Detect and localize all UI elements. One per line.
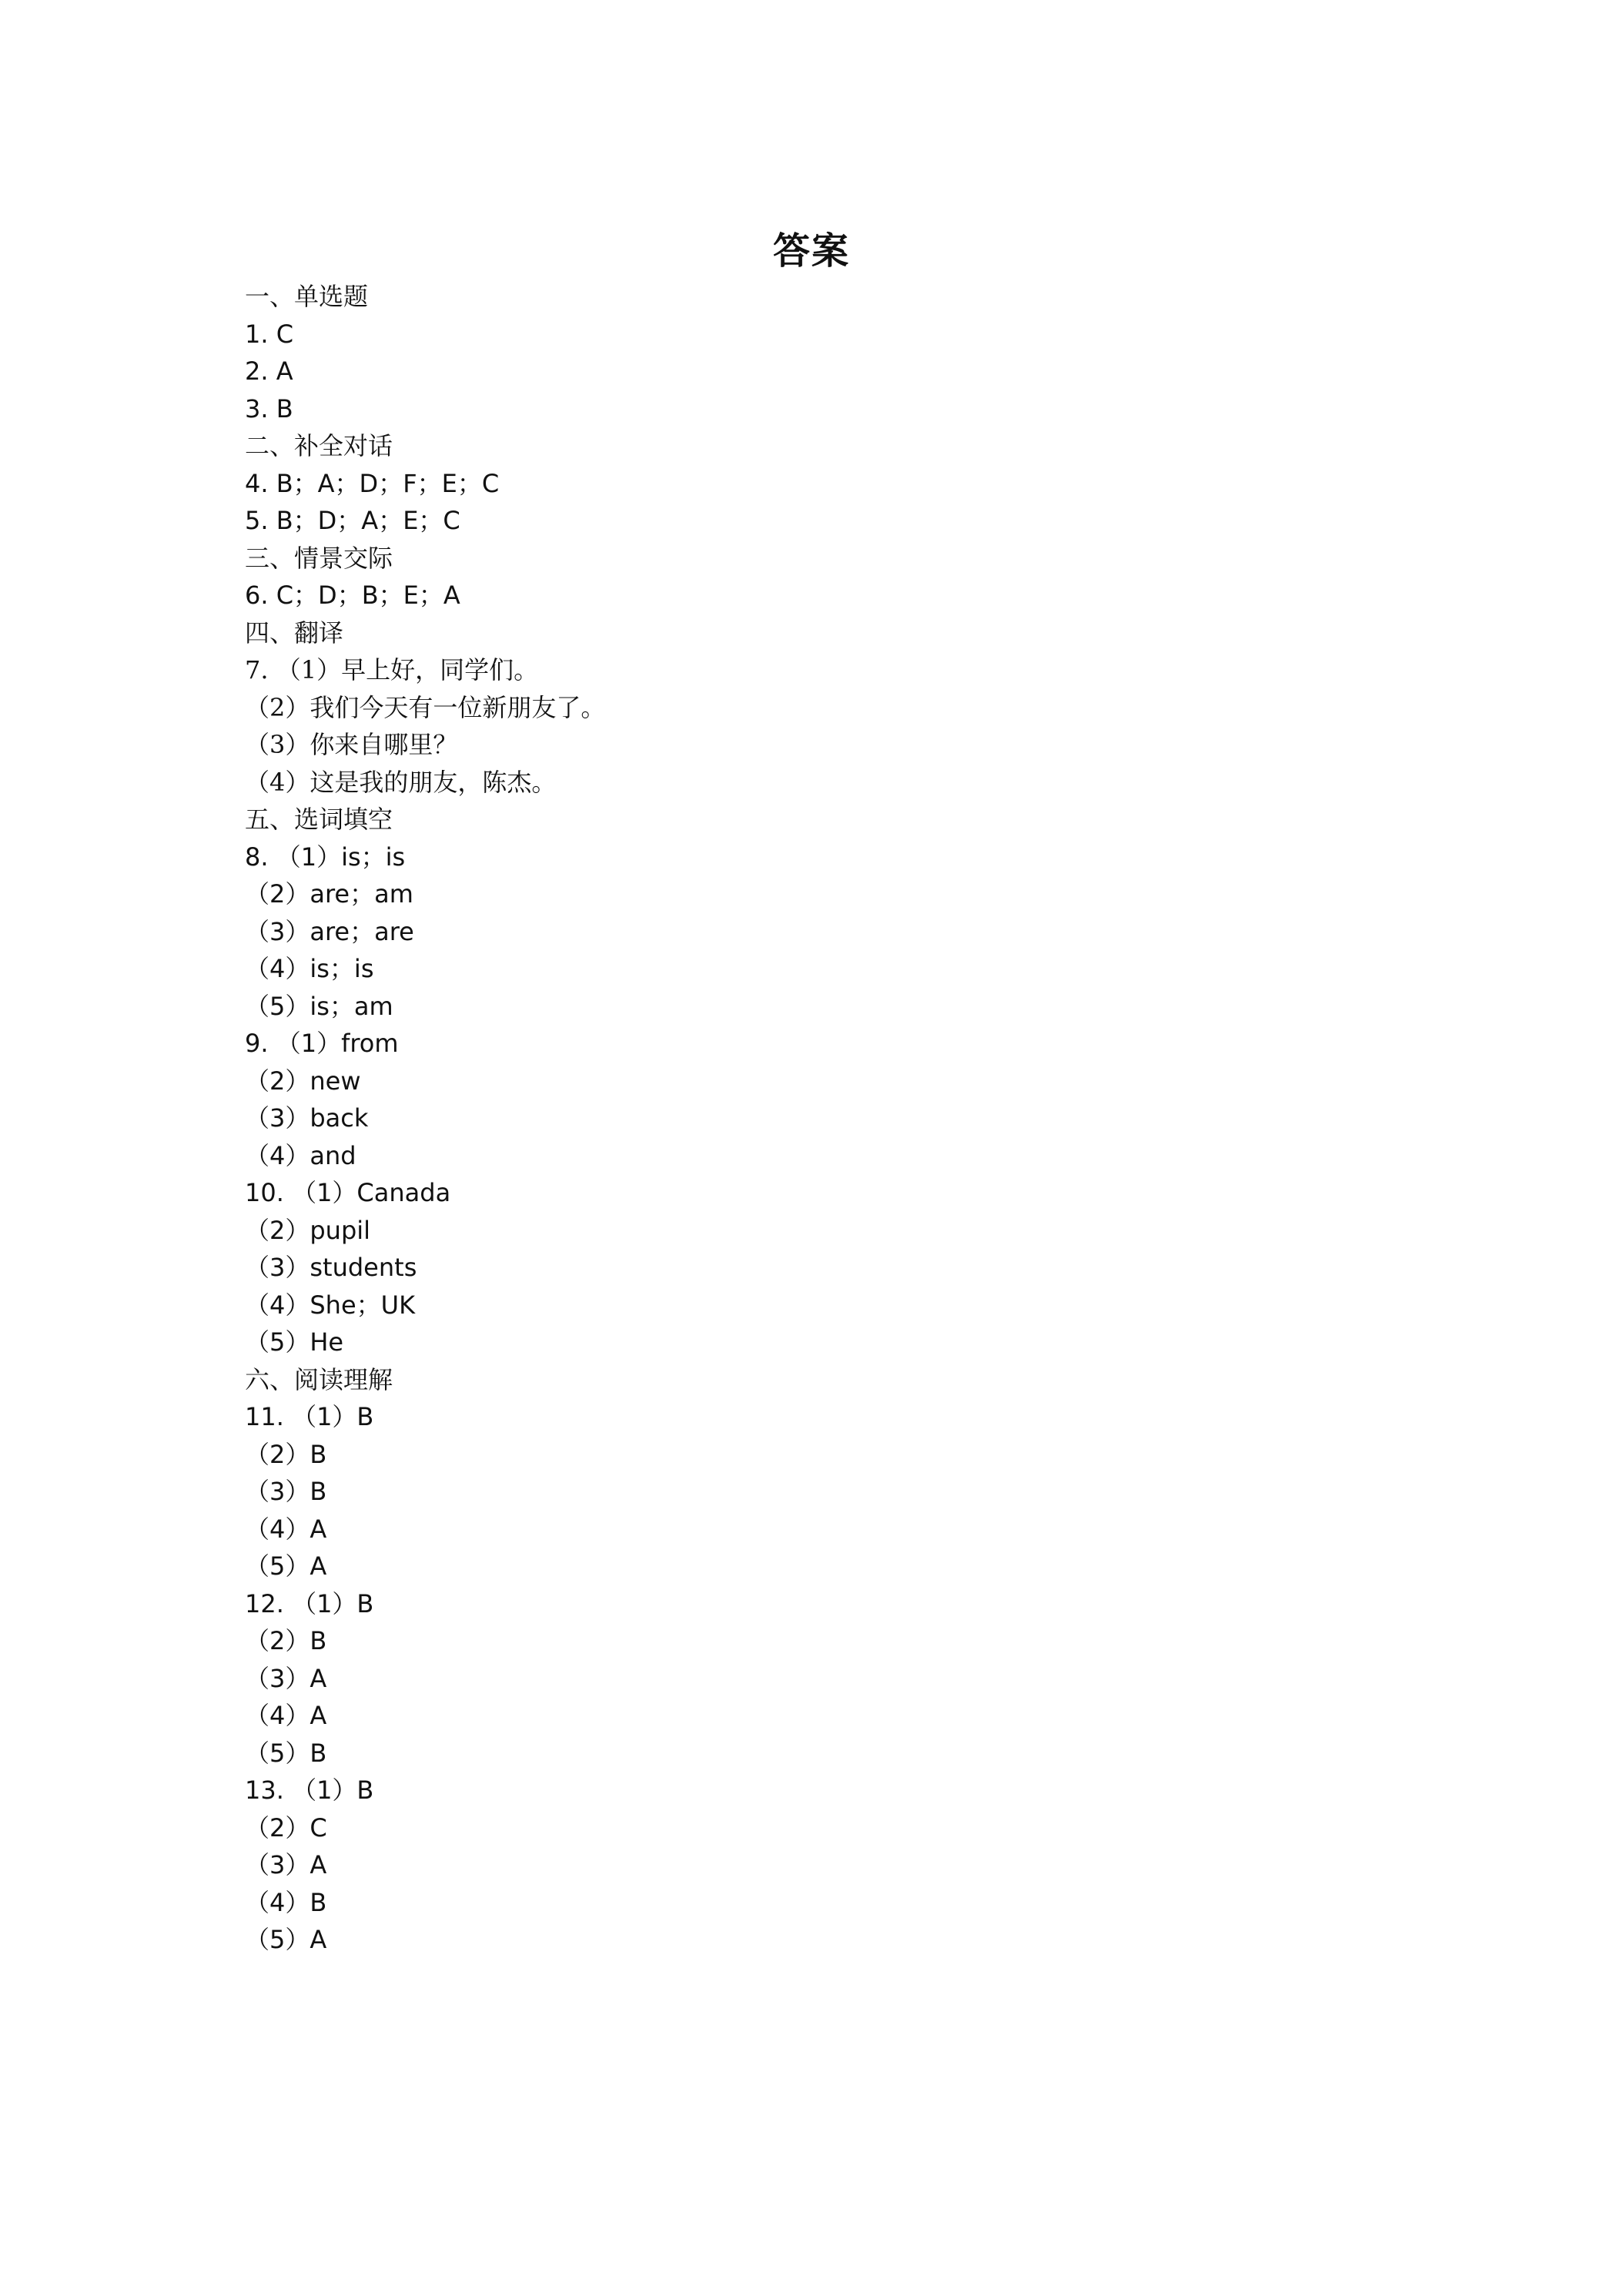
answer-line: （4）A: [245, 1701, 327, 1730]
answer-line: （3）A: [245, 1663, 327, 1693]
answer-line: （2）B: [245, 1439, 327, 1469]
answer-line: （4）is；is: [245, 954, 374, 983]
answer-line: （3）B: [245, 1477, 327, 1506]
answer-line: （2）pupil: [245, 1215, 371, 1245]
answer-line: （2）B: [245, 1626, 327, 1655]
answer-line: 10. （1）Canada: [245, 1178, 451, 1207]
answer-line: （5）A: [245, 1551, 327, 1581]
answer-line: （4）She；UK: [245, 1290, 416, 1320]
answer-line: （5）B: [245, 1738, 327, 1768]
answer-line: 5. B；D；A；E；C: [245, 506, 460, 535]
answer-line: （4）这是我的朋友，陈杰。: [245, 767, 557, 797]
answer-line: 8. （1）is；is: [245, 842, 406, 872]
answer-line: （3）你来自哪里？: [245, 730, 458, 759]
answer-line: （4）and: [245, 1140, 356, 1170]
answer-line: 3. B: [245, 393, 293, 423]
answer-line: 12. （1）B: [245, 1588, 374, 1618]
section-heading: 一、单选题: [245, 282, 369, 311]
answer-line: 6. C；D；B；E；A: [245, 581, 460, 610]
answer-line: （5）is；am: [245, 991, 393, 1021]
answer-line: 4. B；A；D；F；E；C: [245, 468, 500, 498]
section-heading: 六、阅读理解: [245, 1364, 393, 1394]
answer-line: 2. A: [245, 356, 293, 386]
answer-line: （5）A: [245, 1925, 327, 1954]
answer-line: （2）C: [245, 1812, 327, 1842]
answer-line: （4）A: [245, 1514, 327, 1544]
answer-line: （2）我们今天有一位新朋友了。: [245, 692, 606, 722]
answer-line: （3）A: [245, 1850, 327, 1879]
section-heading: 四、翻译: [245, 618, 344, 648]
section-heading: 二、补全对话: [245, 431, 393, 460]
answer-line: （2）are；am: [245, 879, 413, 909]
answer-line: 1. C: [245, 319, 294, 349]
answer-list: [245, 278, 1323, 1959]
answer-line: （5）He: [245, 1327, 344, 1357]
answer-line: （2）new: [245, 1066, 361, 1096]
page-title: 答案: [772, 229, 850, 273]
answer-line: （4）B: [245, 1887, 327, 1917]
answer-line: 7. （1）早上好，同学们。: [245, 655, 539, 684]
answer-line: （3）back: [245, 1103, 369, 1133]
answer-line: 11. （1）B: [245, 1402, 374, 1431]
section-heading: 三、情景交际: [245, 543, 393, 573]
section-heading: 五、选词填空: [245, 805, 393, 834]
answer-line: （3）students: [245, 1253, 417, 1282]
answer-line: 9. （1）from: [245, 1029, 399, 1058]
answer-line: 13. （1）B: [245, 1776, 374, 1805]
answer-line: （3）are；are: [245, 916, 414, 946]
